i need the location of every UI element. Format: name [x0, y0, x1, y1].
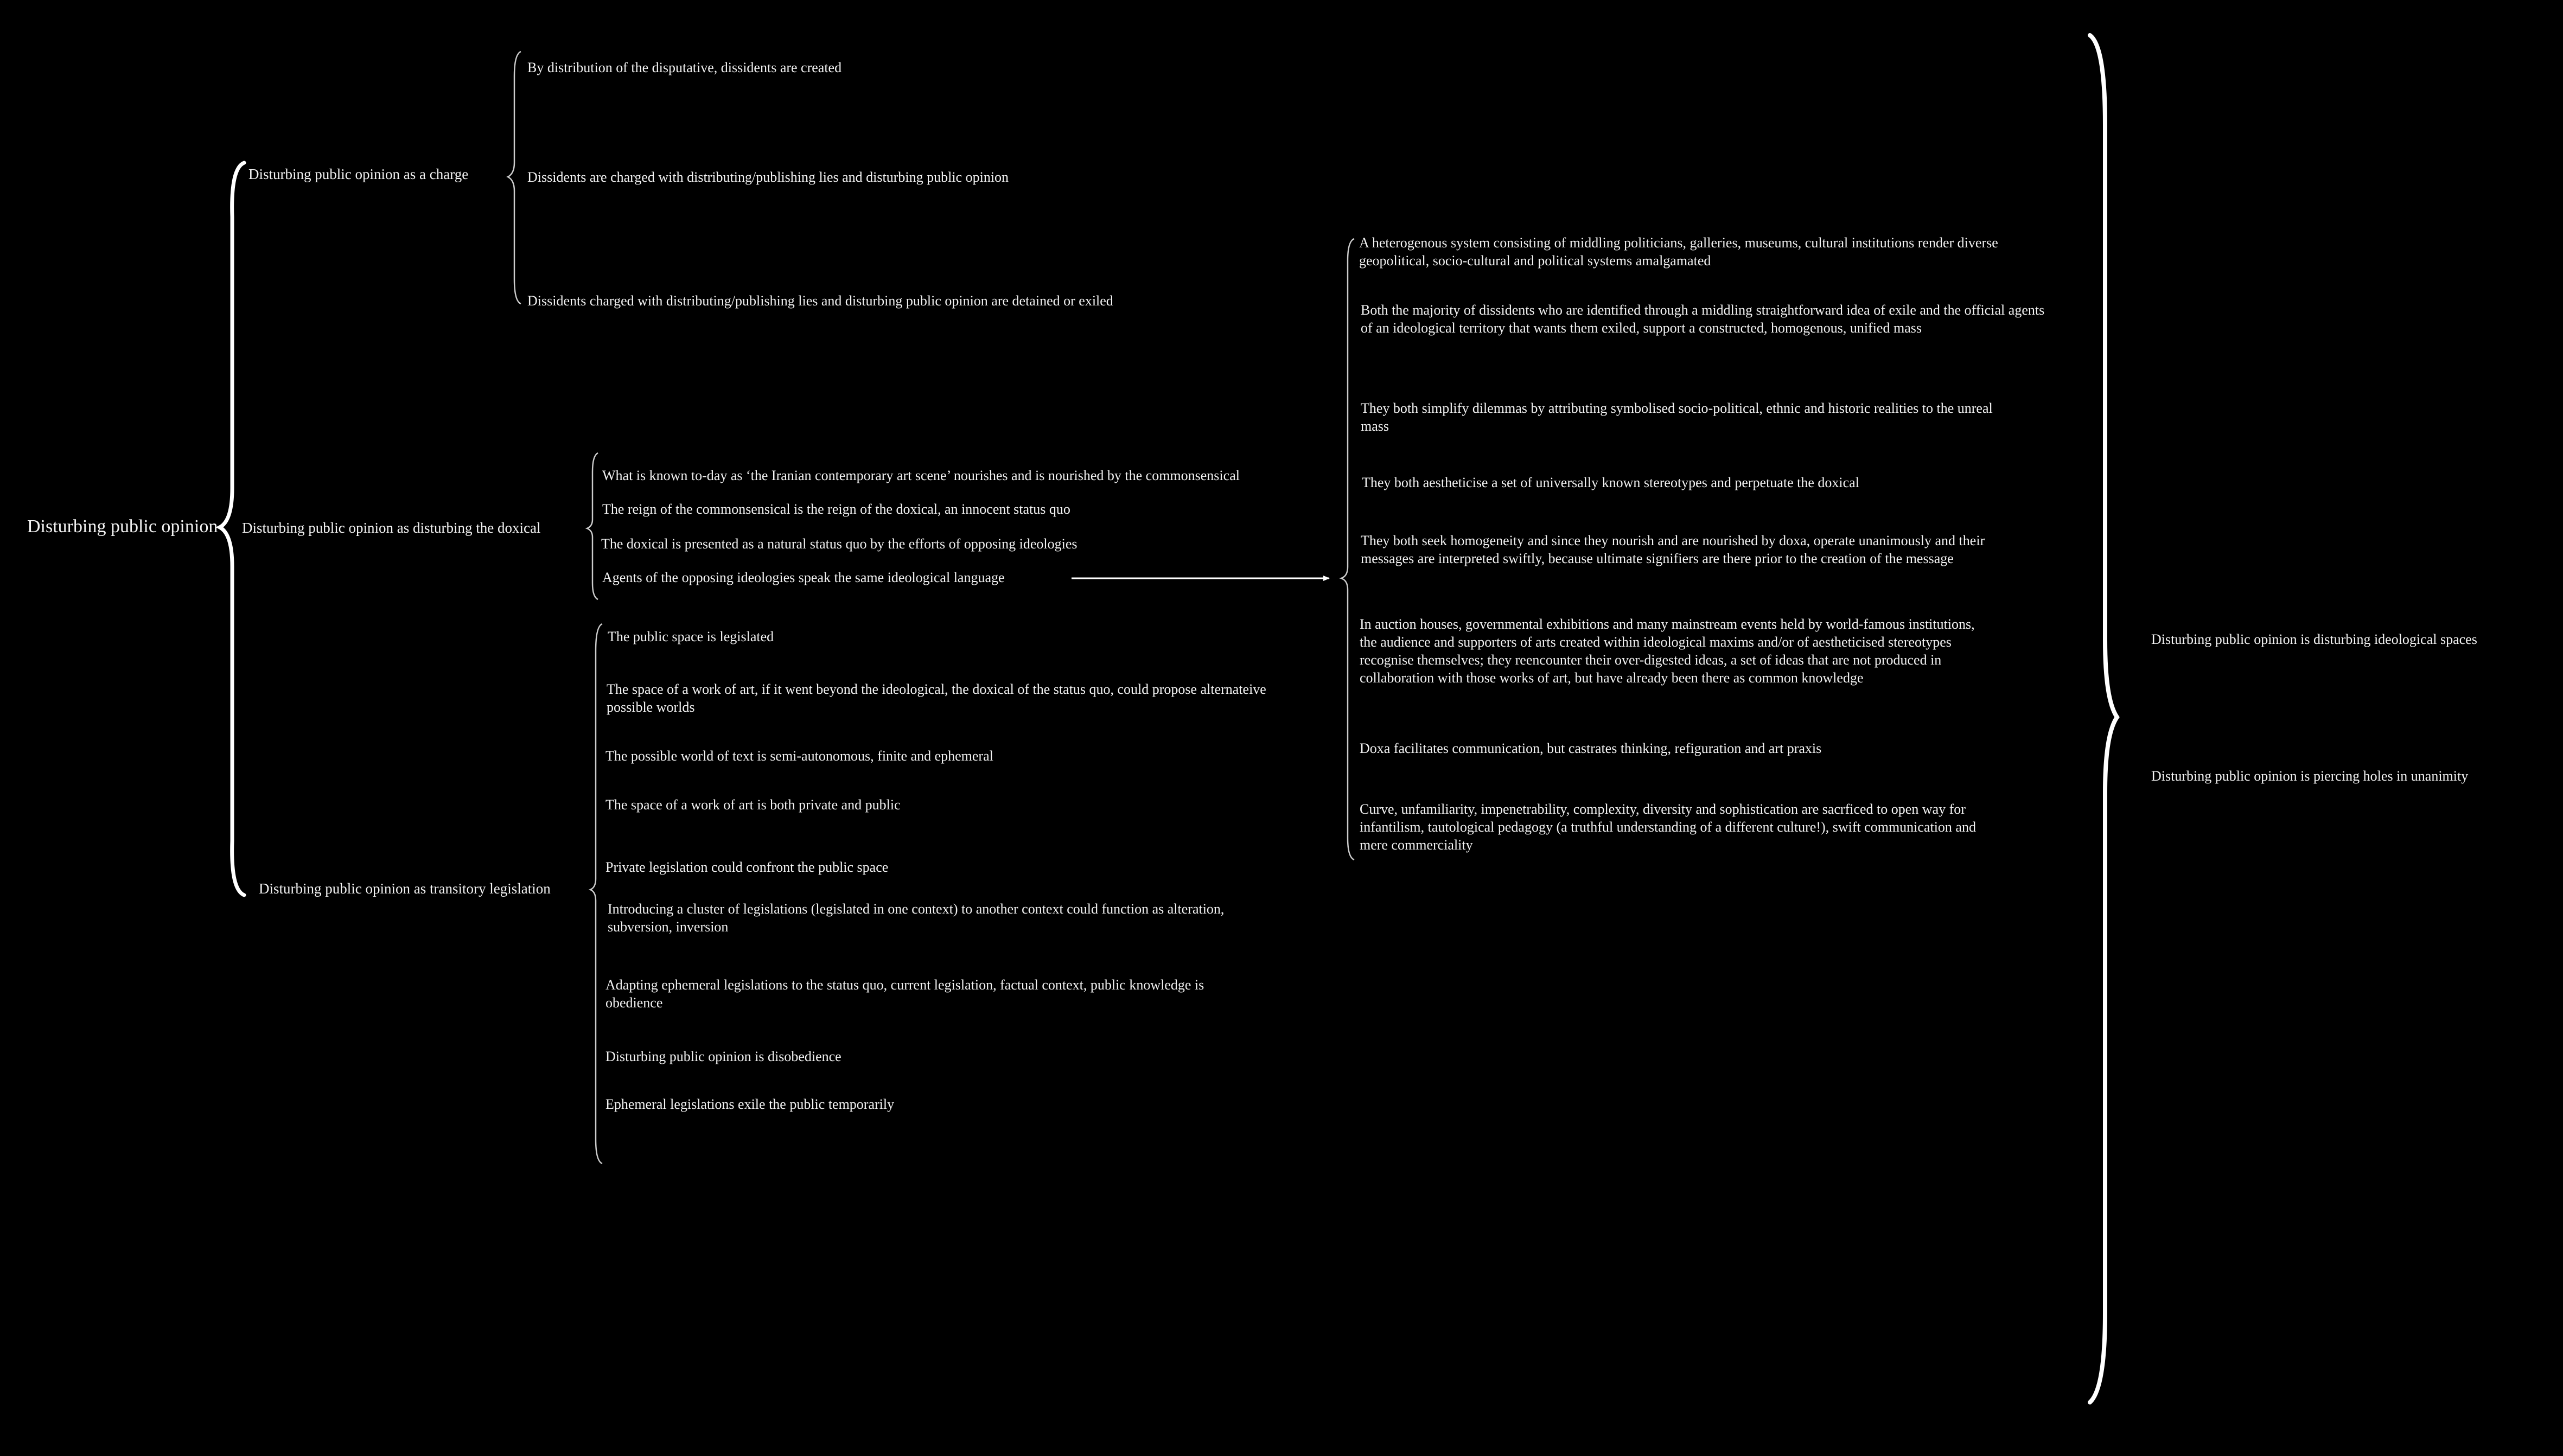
legislation-item: Ephemeral legislations exile the public temporarily — [605, 1096, 895, 1112]
charge-brace — [508, 52, 521, 304]
branch-doxical-label: Disturbing public opinion as disturbing the doxical — [242, 520, 541, 536]
ideology-point: In auction houses, governmental exhibitions and many mainstream events held by world-famous institutions, the audience and supporters of arts created within ideological maxims and/or of aestheticised stereotypes recognise themselves; they reencounter their over-digested ideas, a set of ideas that are not produced in collaboration with those works of art, but have already been there as common knowledge — [1360, 616, 1975, 686]
ideology-point: A heterogenous system consisting of middling politicians, galleries, museums, cultural institutions render diverse geopolitical, socio-cultural and political systems amalgamated — [1359, 235, 1998, 269]
ideology-point: They both aestheticise a set of universally known stereotypes and perpetuate the doxical — [1362, 475, 1859, 490]
legislation-item: The possible world of text is semi-autonomous, finite and ephemeral — [605, 748, 993, 764]
legislation-brace — [590, 624, 602, 1164]
legislation-item: Disturbing public opinion is disobedience — [605, 1049, 841, 1064]
branch-legislation-label: Disturbing public opinion as transitory legislation — [259, 880, 551, 897]
root-brace — [220, 163, 244, 895]
doxical-item: The doxical is presented as a natural status quo by the efforts of opposing ideologies — [601, 536, 1078, 552]
legislation-item: The public space is legislated — [608, 629, 774, 644]
doxical-brace — [587, 453, 598, 599]
legislation-item: Introducing a cluster of legislations (legislated in one context) to another context could function as alteration, subversion, inversion — [608, 901, 1225, 935]
charge-item: Dissidents charged with distributing/publishing lies and disturbing public opinion are detained or exiled — [527, 293, 1113, 309]
ideology-point: They both simplify dilemmas by attributing symbolised socio-political, ethnic and historic realities to the unreal mass — [1361, 400, 1993, 434]
legislation-item: The space of a work of art is both private and public — [605, 797, 901, 813]
ideology-point: They both seek homogeneity and since they nourish and are nourished by doxa, operate unanimously and their messages are interpreted swiftly, because ultimate signifiers are there prior to the creation of the message — [1361, 533, 1985, 566]
doxical-item: Agents of the opposing ideologies speak the same ideological language — [602, 570, 1005, 585]
branch-charge-label: Disturbing public opinion as a charge — [248, 166, 469, 182]
charge-item: By distribution of the disputative, dissidents are created — [527, 60, 842, 75]
doxical-item: What is known to-day as ‘the Iranian contemporary art scene’ nourishes and is nourished by the commonsensical — [602, 468, 1240, 483]
charge-item: Dissidents are charged with distributing/publishing lies and disturbing public opinion — [527, 169, 1009, 185]
ideology-point: Both the majority of dissidents who are identified through a middling straightforward idea of exile and the official agents of an ideological territory that wants them exiled, support a constructed, homogenous, unified mass — [1361, 302, 2045, 336]
doxical-item: The reign of the commonsensical is the reign of the doxical, an innocent status quo — [602, 501, 1070, 517]
ideology-brace — [1341, 239, 1354, 860]
conclusion-brace — [2090, 35, 2117, 1402]
legislation-item: Adapting ephemeral legislations to the status quo, current legislation, factual context, public knowledge is obedience — [605, 977, 1204, 1011]
legislation-item: The space of a work of art, if it went beyond the ideological, the doxical of the status quo, could propose alternateive possible worlds — [607, 681, 1266, 715]
ideology-point: Curve, unfamiliarity, impenetrability, complexity, diversity and sophistication are sacrficed to open way for infantilism, tautological pedagogy (a truthful understanding of a different culture!), swift communication and mere commerciality — [1360, 801, 1976, 853]
root-node: Disturbing public opinion — [27, 516, 218, 537]
conclusion-item: Disturbing public opinion is piercing holes in unanimity — [2151, 768, 2469, 784]
ideology-point: Doxa facilitates communication, but castrates thinking, refiguration and art praxis — [1360, 740, 1822, 756]
legislation-item: Private legislation could confront the public space — [605, 859, 889, 875]
conclusion-item: Disturbing public opinion is disturbing ideological spaces — [2151, 631, 2477, 647]
